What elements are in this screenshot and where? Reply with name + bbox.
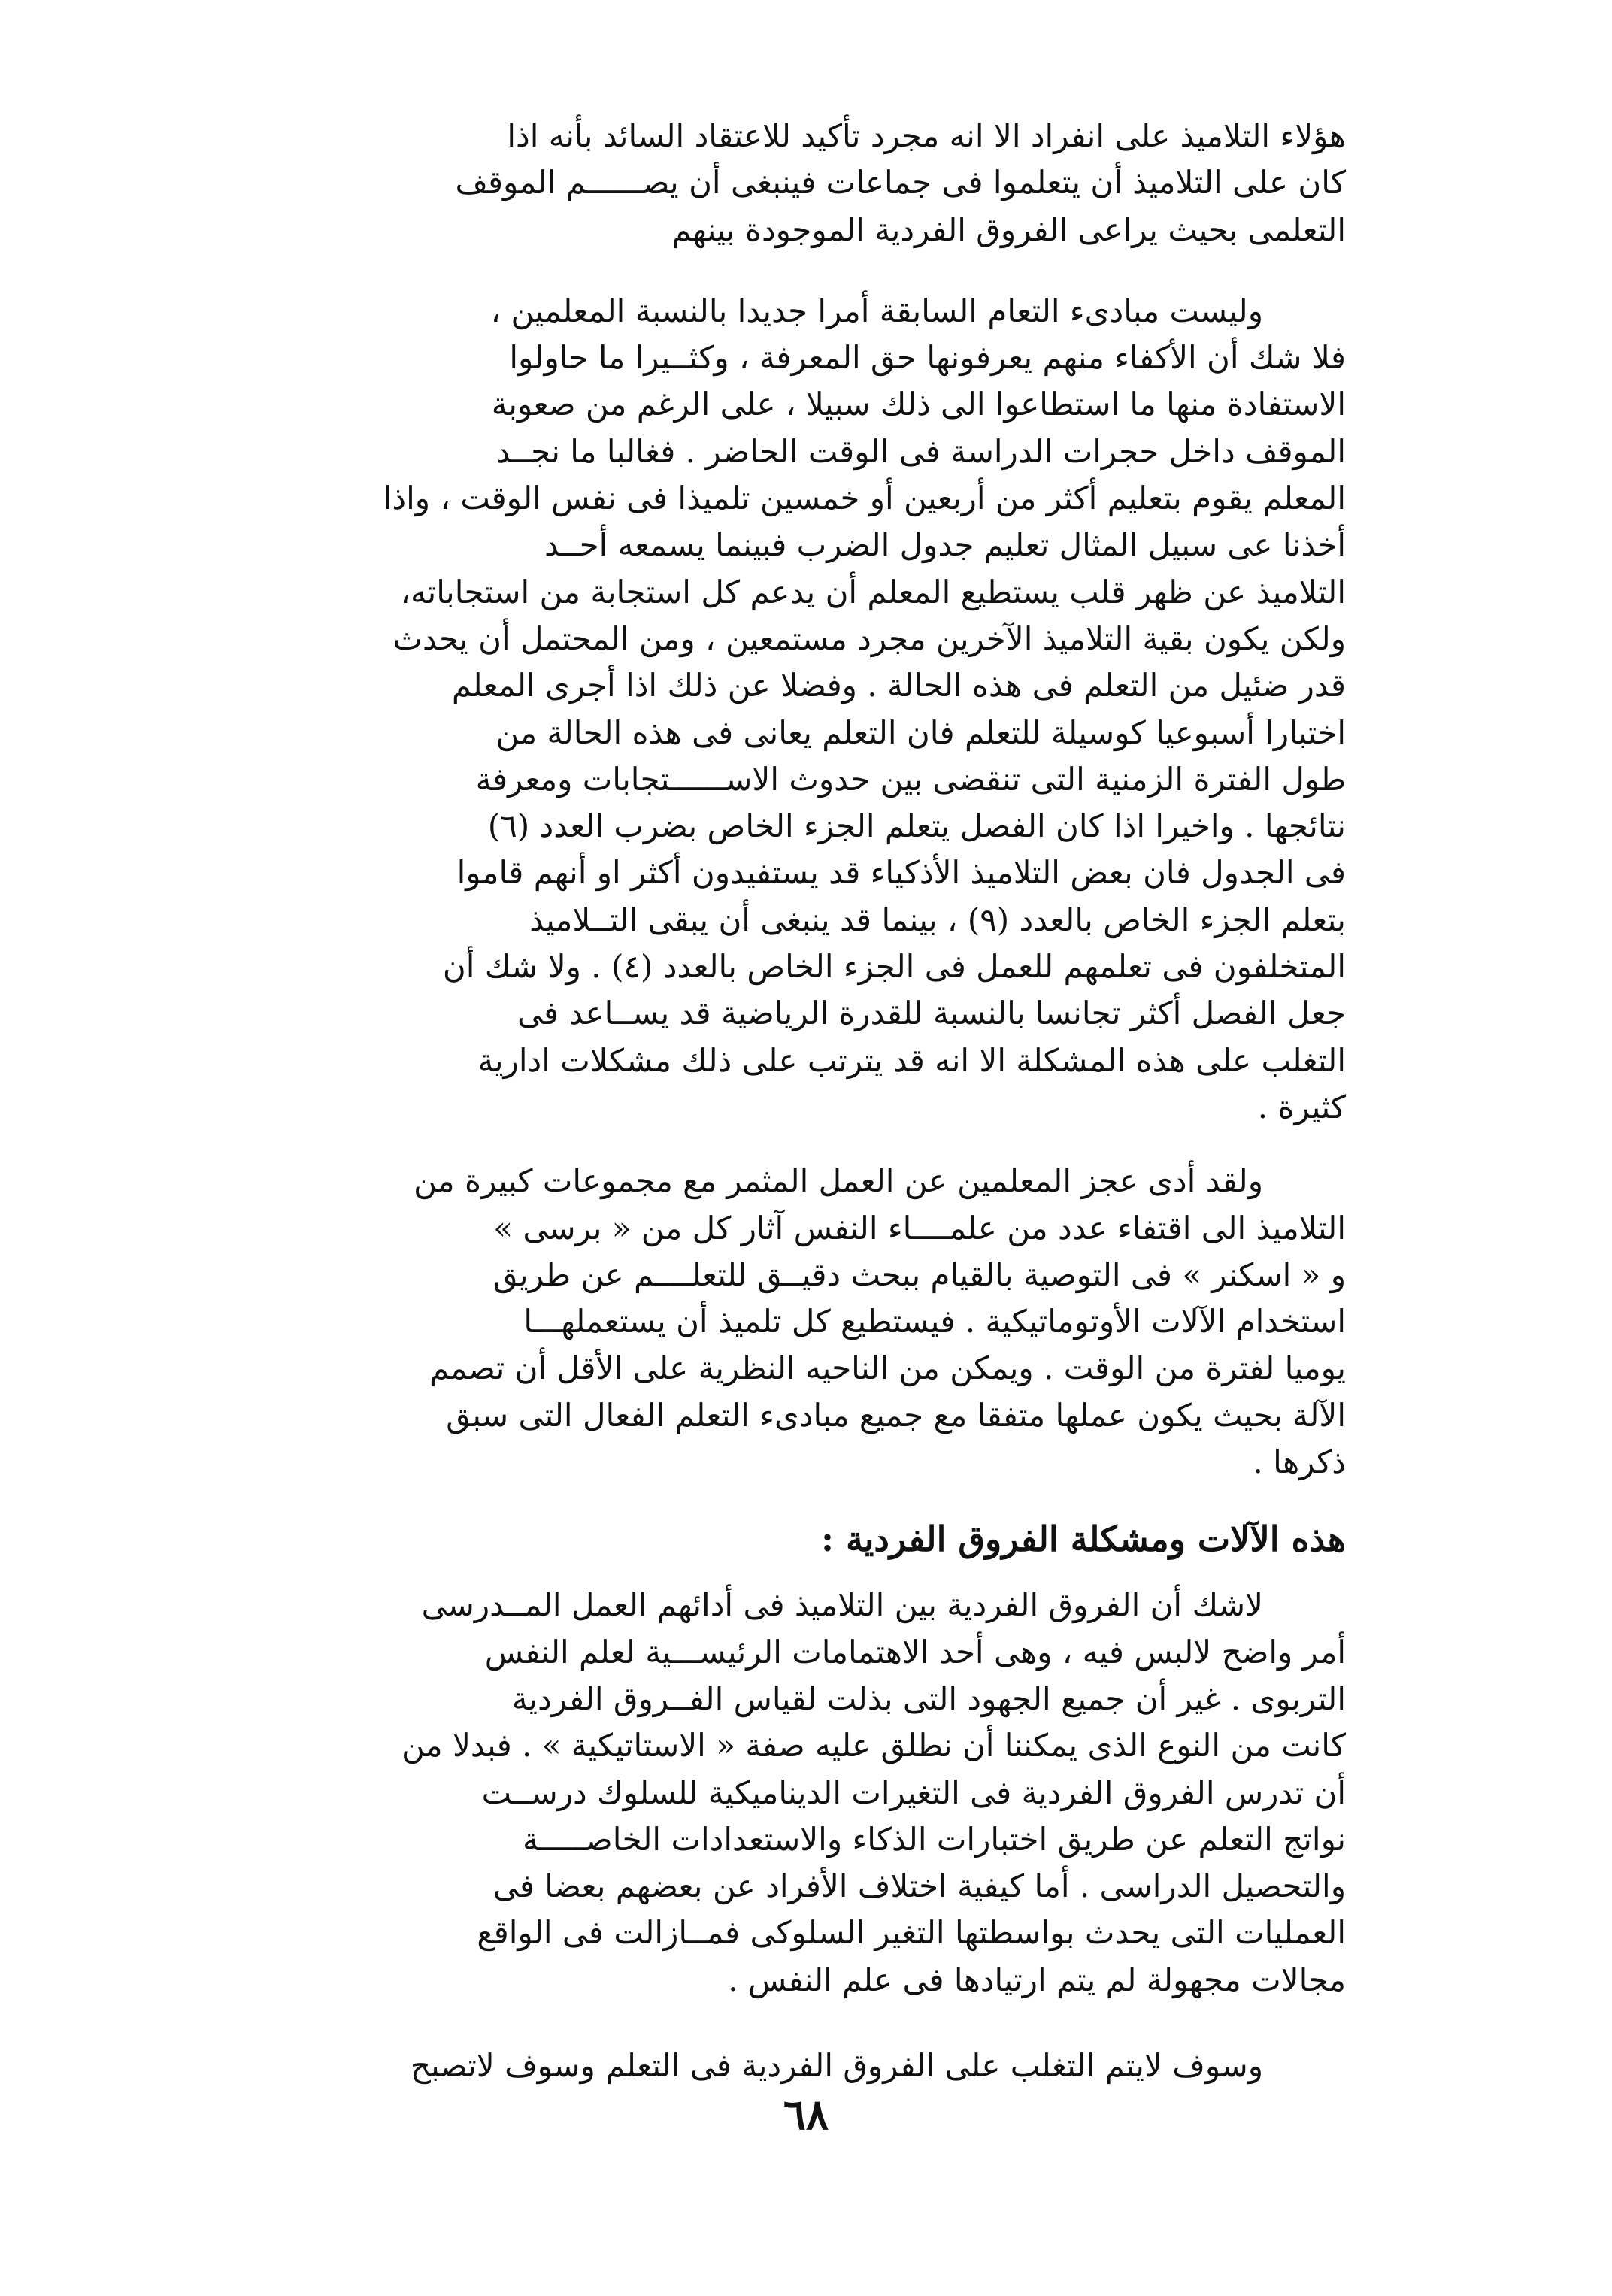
text-line: وسوف لايتم التغلب على الفروق الفردية فى التعلم وسوف لاتصبح — [410, 2046, 1263, 2084]
text-line: التربوى . غير أن جميع الجهود التى بذلت لقياس الفــروق الفردية — [511, 1680, 1346, 1717]
paragraph-3 — [263, 1158, 1346, 1486]
text-line: اختبارا أسبوعيا كوسيلة للتعلم فان التعلم يعانى فى هذه الحالة من — [495, 713, 1346, 751]
text-line: مجالات مجهولة لم يتم ارتيادها فى علم النفس . — [728, 1961, 1346, 1998]
paragraph-1 — [263, 113, 1346, 253]
text-line: ولكن يكون بقية التلاميذ الآخرين مجرد مستمعين ، ومن المحتمل أن يحدث — [392, 619, 1346, 657]
text-line: الآلة بحيث يكون عملها متفقا مع جميع مبادىء التعلم الفعال التى سبق — [446, 1396, 1346, 1434]
text-line: ولقد أدى عجز المعلمين عن العمل المثمر مع مجموعات كبيرة من — [414, 1162, 1263, 1200]
text-line: التلاميذ الى اقتفاء عدد من علمــــاء النفس آثار كل من « برسى » — [493, 1209, 1346, 1246]
text-line: التلاميذ عن ظهر قلب يستطيع المعلم أن يدعم كل استجابة من استجاباته، — [400, 573, 1346, 610]
text-line: العمليات التى يحدث بواسطتها التغير السلوكى فمــازالت فى الواقع — [477, 1914, 1346, 1952]
text-line: أخذنا عى سبيل المثال تعليم جدول الضرب فبينما يسمعه أحــد — [544, 526, 1346, 564]
text-line: الموقف داخل حجرات الدراسة فى الوقت الحاضر . فغالبا ما نجــد — [495, 432, 1346, 470]
text-line: هؤلاء التلاميذ على انفراد الا انه مجرد تأكيد للاعتقاد السائد بأنه اذا — [507, 117, 1346, 154]
text-line: لاشك أن الفروق الفردية بين التلاميذ فى أدائهم العمل المــدرسى — [421, 1586, 1263, 1624]
text-line: جعل الفصل أكثر تجانسا بالنسبة للقدرة الرياضية قد يســاعد فى — [517, 995, 1346, 1032]
text-line: استخدام الآلات الأوتوماتيكية . فيستطيع كل تلميذ أن يستعملهـــا — [523, 1303, 1346, 1340]
paragraph-4 — [263, 1582, 1346, 2004]
paragraph-2 — [263, 288, 1346, 1131]
text-line: كثيرة . — [1257, 1088, 1346, 1125]
text-line: يوميا لفترة من الوقت . ويمكن من الناحيه النظرية على الأقل أن تصمم — [429, 1349, 1346, 1387]
text-line: المتخلفون فى تعلمهم للعمل فى الجزء الخاص بالعدد (٤) . ولا شك أن — [442, 948, 1346, 986]
text-line: والتحصيل الدراسى . أما كيفية اختلاف الأفراد عن بعضهم بعضا فى — [492, 1867, 1346, 1905]
text-line: فى الجدول فان بعض التلاميذ الأذكياء قد يستفيدون أكثر او أنهم قاموا — [456, 854, 1346, 892]
page-body — [263, 113, 1346, 2118]
section-heading: هذه الآلات ومشكلة الفروق الفردية : — [820, 1519, 1346, 1560]
text-line: التغلب على هذه المشكلة الا انه قد يترتب على ذلك مشكلات ادارية — [477, 1041, 1346, 1079]
text-line: بتعلم الجزء الخاص بالعدد (٩) ، بينما قد ينبغى أن يبقى التــلاميذ — [529, 901, 1346, 938]
text-line: كانت من النوع الذى يمكننا أن نطلق عليه صفة « الاستاتيكية » . فبدلا من — [401, 1727, 1346, 1764]
text-line: المعلم يقوم بتعليم أكثر من أربعين أو خمسين تلميذا فى نفس الوقت ، واذا — [383, 480, 1346, 517]
text-line: ذكرها . — [1253, 1443, 1346, 1481]
text-line: وليست مبادىء التعام السابقة أمرا جديدا بالنسبة المعلمين ، — [490, 292, 1263, 329]
text-line: نتائجها . واخيرا اذا كان الفصل يتعلم الجزء الخاص بضرب العدد (٦) — [487, 807, 1346, 845]
paragraph-5 — [263, 2043, 1346, 2089]
text-line: أن تدرس الفروق الفردية فى التغيرات الديناميكية للسلوك درســت — [481, 1773, 1346, 1811]
page-number: ٦٨ — [783, 2090, 829, 2140]
text-line: قدر ضئيل من التعلم فى هذه الحالة . وفضلا عن ذلك اذا أجرى المعلم — [451, 667, 1346, 704]
text-line: و « اسكنر » فى التوصية بالقيام ببحث دقيــق للتعلــــم عن طريق — [492, 1256, 1346, 1293]
text-line: طول الفترة الزمنية التى تنقضى بين حدوث الاســــــتجابات ومعرفة — [475, 760, 1346, 798]
text-line: الاستفادة منها ما استطاعوا الى ذلك سبيلا ، على الرغم من صعوبة — [491, 386, 1346, 423]
text-line: التعلمى بحيث يراعى الفروق الفردية الموجودة بينهم — [671, 211, 1346, 248]
text-line: كان على التلاميذ أن يتعلموا فى جماعات فينبغى أن يصــــــم الموقف — [455, 164, 1346, 201]
text-line: نواتج التعلم عن طريق اختبارات الذكاء والاستعدادات الخاصـــــة — [523, 1820, 1346, 1858]
text-line: أمر واضح لالبس فيه ، وهى أحد الاهتمامات الرئيســـية لعلم النفس — [484, 1633, 1346, 1671]
text-line: فلا شك أن الأكفاء منهم يعرفونها حق المعرفة ، وكثــيرا ما حاولوا — [509, 339, 1346, 377]
